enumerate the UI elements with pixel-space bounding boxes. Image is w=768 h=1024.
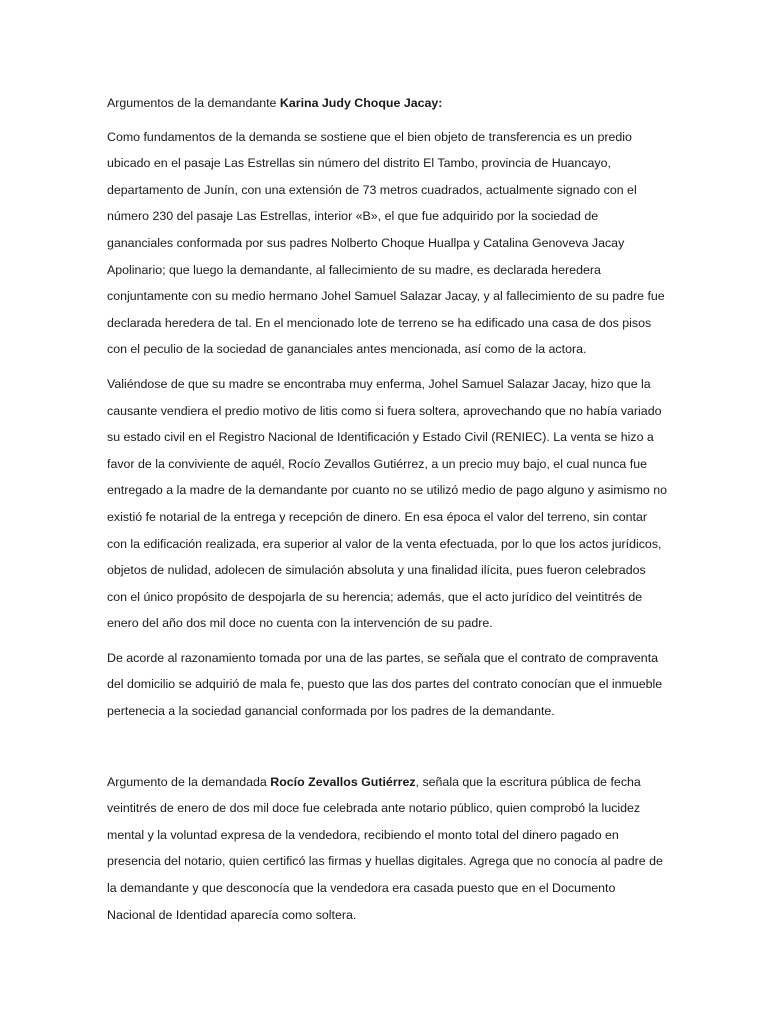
- demandada-prefix: Argumento de la demandada: [107, 774, 271, 789]
- heading-name: Karina Judy Choque Jacay:: [279, 96, 443, 110]
- demandada-text: , señala que la escritura pública de fecha veintitrés de enero de dos mil doce fue celebrada ante notario público, quien comprobó la lucidez mental y la voluntad expresa de la vendedora, recibiendo el monto total del dinero pagado en presencia del notario, quien certificó las firmas y huellas digitales. Agrega que no conocía al padre de la demandante y que desconocía que la vendedora era casada puesto que en el Documento Nacional de Identidad aparecía como soltera.: [107, 774, 663, 922]
- paragraph-demandada: [107, 769, 667, 929]
- section-spacer: [107, 733, 667, 769]
- heading-prefix: Argumentos de la demandante: [107, 96, 280, 110]
- paragraph-venta: Valiéndose de que su madre se encontraba muy enferma, Johel Samuel Salazar Jacay, hizo que la causante vendiera el predio motivo de litis como si fuera soltera, aprovechando que no había variado su estado civil en el Registro Nacional de Identificación y Estado Civil (RENIEC). La venta se hizo a favor de la conviviente de aquél, Rocío Zevallos Gutiérrez, a un precio muy bajo, el cual nunca fue entregado a la madre de la demandante por cuanto no se utilizó medio de pago alguno y asimismo no existió fe notarial de la entrega y recepción de dinero. En esa época el valor del terreno, sin contar con la edificación realizada, era superior al valor de la venta efectuada, por lo que los actos jurídicos, objetos de nulidad, adolecen de simulación absoluta y una finalidad ilícita, pues fueron celebrados con el único propósito de despojarla de su herencia; además, que el acto jurídico del veintitrés de enero del año dos mil doce no cuenta con la intervención de su padre.: [107, 376, 668, 631]
- document-body: [107, 90, 667, 936]
- paragraph-razonamiento: De acorde al razonamiento tomada por una de las partes, se señala que el contrato de compraventa del domicilio se adquirió de mala fe, puesto que las dos partes del contrato conocían que el inmueble pertenecia a la sociedad ganancial conformada por los padres de la demandante.: [107, 650, 663, 719]
- section-heading-demandante: [107, 90, 667, 117]
- demandada-name: Rocío Zevallos Gutiérrez: [270, 774, 416, 789]
- paragraph-fundamentos: Como fundamentos de la demanda se sostiene que el bien objeto de transferencia es un predio ubicado en el pasaje Las Estrellas sin número del distrito El Tambo, provincia de Huancayo, departamento de Junín, con una extensión de 73 metros cuadrados, actualmente signado con el número 230 del pasaje Las Estrellas, interior «B», el que fue adquirido por la sociedad de gananciales conformada por sus padres Nolberto Choque Huallpa y Catalina Genoveva Jacay Apolinario; que luego la demandante, al fallecimiento de su madre, es declarada heredera conjuntamente con su medio hermano Johel Samuel Salazar Jacay, y al fallecimiento de su padre fue declarada heredera de tal. En el mencionado lote de terreno se ha edificado una casa de dos pisos con el peculio de la sociedad de gananciales antes mencionada, así como de la actora.: [107, 129, 665, 357]
